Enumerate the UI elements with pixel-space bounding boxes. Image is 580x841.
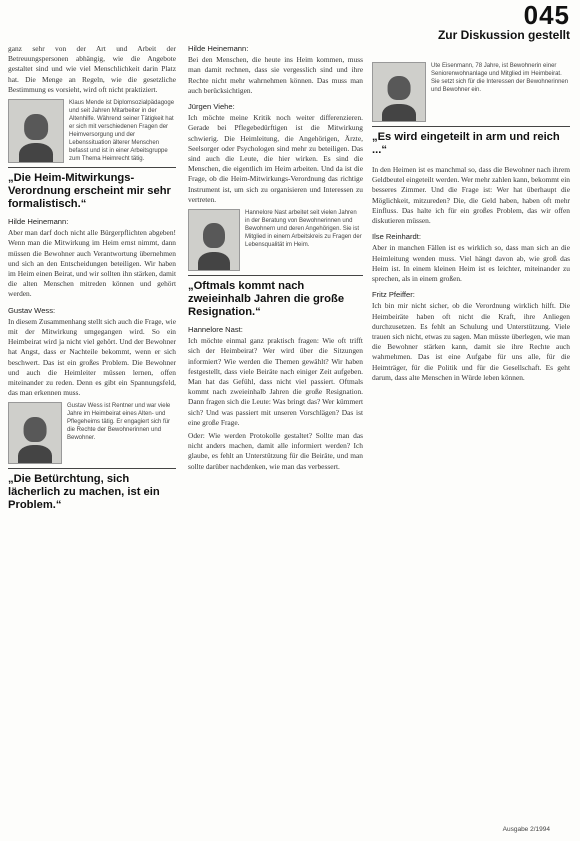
speech-text: Ich möchte meine Kritik noch weiter differenzieren. Gerade bei Pflegebedürftigen ist die Mitwirkung schwierig. Die Heimleitung, die Angehörigen, Ärzte, Seelsorger oder Psychologen sind mehr zu beteiligen. Das sind auch die Leute, die hier wirken. Es sind die Menschen, die eigentlich im Heim arbeiten. Und da ist die Frage, ob die Heim-Mitwirkungs-Verordnung das richtige Instrument ist, um sich zu organisieren und Interessen zu vertreten. (188, 113, 363, 204)
page-number: 045 (523, 0, 570, 30)
speech-text: Ich bin mir nicht sicher, ob die Verordnung wirklich hilft. Die Heimbeiräte haben oft nicht die Kraft, ihre Anliegen durchzusetzen. Es fehlt an Schulung und Unterstützung. Viele trauen sich nicht, etwas zu sagen. Man müsste überlegen, wie man die Bewohner stärken kann, damit sie ihre Rechte auch wahrnehmen. Das ist eine Aufgabe für uns alle, für die Heimträger, für die Politik und für die Gesellschaft. Es geht darum, dass alte Menschen in Würde leben können. (372, 301, 570, 382)
speaker-name: Jürgen Viehe: (188, 102, 235, 112)
section-title: Zur Diskussion gestellt (437, 28, 570, 42)
speaker-name: Hilde Heinemann: (8, 217, 69, 227)
bio-box-3 (188, 209, 363, 271)
pull-quote-4: „Es wird eingeteilt in arm und reich ...“ (372, 126, 570, 157)
bio-text-2: Gustav Wess ist Rentner und war viele Jahre im Heimbeirat eines Alten- und Pflegeheims tätig. Er engagiert sich für die Rechte der Bewohnerinnen und Bewohner. (67, 403, 171, 442)
speech-text: In den Heimen ist es manchmal so, dass die Bewohner nach ihrem Geldbeutel eingeteilt werden. Wer mehr zahlen kann, bekommt ein besseres Zimmer. Und die Frage ist: Wer hat überhaupt die Möglichkeit, mitzureden? Die, die Geld haben, haben oft mehr Einfluss. Das halte ich für ein großes Problem, das wir offen diskutieren müssen. (372, 165, 570, 226)
bio-box-2 (8, 402, 176, 464)
bio-text-3: Hannelore Nast arbeitet seit vielen Jahren in der Beratung von Bewohnerinnen und Bewohnern und deren Angehörigen. Sie ist Mitglied in einem Arbeitskreis zu Fragen der Lebensqualität im Heim. (245, 210, 362, 249)
issue-footer: Ausgabe 2/1994 (502, 826, 550, 833)
speech-text: Bei den Menschen, die heute ins Heim kommen, muss man damit rechnen, dass sie vergesslich sind und ihre Rechte nicht mehr wahrnehmen können. Das muss man auch berücksichtigen. (188, 55, 363, 95)
speaker-name: Fritz Pfeiffer: (372, 290, 415, 300)
speech-text: Aber in manchen Fällen ist es wirklich so, dass man sich an die Heimleitung wenden muss. Viel hängt davon ab, wie groß das Heim ist. In einem kleinen Heim ist es leichter, miteinander zu sprechen, als in einem großen. (372, 243, 570, 284)
portrait-photo-1 (8, 99, 64, 163)
pull-quote-2: „Die Betürchtung, sich lächerlich zu machen, ist ein Problem.“ (8, 468, 176, 512)
bio-box-4 (372, 62, 570, 122)
speaker-name: Gustav Wess: (8, 305, 56, 315)
speaker-name: Hannelore Nast: (188, 325, 243, 335)
portrait-photo-2 (8, 402, 62, 464)
column-3 (372, 58, 570, 383)
speech-text: In diesem Zusammenhang stellt sich auch die Frage, wie mit der Mitwirkung umgegangen wird. So ein Heimbeirat wird ja nicht viel gehört. Und der Bewohner hat Angst, dass er Nachteile bekommt, wenn er sich beschwert. Das ist ein großes Problem. Die Bewohner und auch die Heimleiter müssen lernen, offen miteinander zu reden. Denn es gibt ein Spannungsfeld, das man erkennen muss. (8, 316, 176, 398)
intro-text: ganz sehr von der Art und Arbeit der Betreuungspersonen abhängig, wie die Angebote gestaltet sind und wie viel Menschlichkeit darin Platz hat. Die Menge an Regeln, wie die gesetzliche Bestimmung es vorsieht, wird oft nicht praktiziert. (8, 44, 176, 94)
speaker-name: Ilse Reinhardt: (372, 232, 421, 242)
bio-text-1: Klaus Mende ist Diplomsozialpädagoge und seit Jahren Mitarbeiter in der Altenhilfe. Während seiner Tätigkeit hat er sich mit verschiedenen Fragen der Heimversorgung und der Lebenssituation älterer Menschen befasst und ist in einer Arbeitsgruppe zum Thema Heimrecht tätig. (69, 100, 175, 163)
column-1 (8, 44, 176, 518)
pull-quote-1: „Die Heim-Mitwirkungs-Verordnung erscheint mir sehr formalistisch.“ (8, 167, 176, 211)
portrait-photo-4 (372, 62, 426, 122)
portrait-photo-3 (188, 209, 240, 271)
speech-text: Aber man darf doch nicht alle Bürgerpflichten abgeben! Wenn man die Mitwirkung im Heim ernst nimmt, dann müssen die Bewohner auch Verantwortung übernehmen und sich an den Entscheidungen beteiligen. Wir haben im Heim einen Beirat, und wir sollten ihn stärken, damit die alten Menschen mitreden können und gehört werden. (8, 228, 176, 299)
speech-text: Oder: Wie werden Protokolle gestaltet? Sollte man das nicht anders machen, damit alle informiert werden? Ich glaube, es fehlt an Unterstützung für die Beiräte, und man sollte darüber nachdenken, wie man das verbessert. (188, 431, 363, 471)
bio-box-1 (8, 99, 176, 163)
column-2 (188, 44, 363, 472)
pull-quote-3: „Oftmals kommt nach zweieinhalb Jahren die große Resignation.“ (188, 275, 363, 319)
speech-text: Ich möchte einmal ganz praktisch fragen: Wie oft trifft sich der Heimbeirat? Wer wird über die Sitzungen informiert? Wie werden die Themen gewählt? Wir haben festgestellt, dass viele Beiräte nach einiger Zeit aufgeben. Man hat das Gefühl, dass nicht viel passiert. Oftmals kommt nach zweieinhalb Jahren die große Resignation. Dann fragen sich die Leute: Was bringt das? Wer kümmert sich? Und was passiert mit unseren Vorschlägen? Das ist eine große Frage. (188, 336, 363, 427)
bio-text-4: Ute Eisenmann, 78 Jahre, ist Bewohnerin einer Seniorenwohnanlage und Mitglied im Heimbeirat. Sie setzt sich für die Interessen der Bewohnerinnen und Bewohner ein. (431, 63, 569, 93)
speaker-name: Hilde Heinemann: (188, 44, 249, 53)
